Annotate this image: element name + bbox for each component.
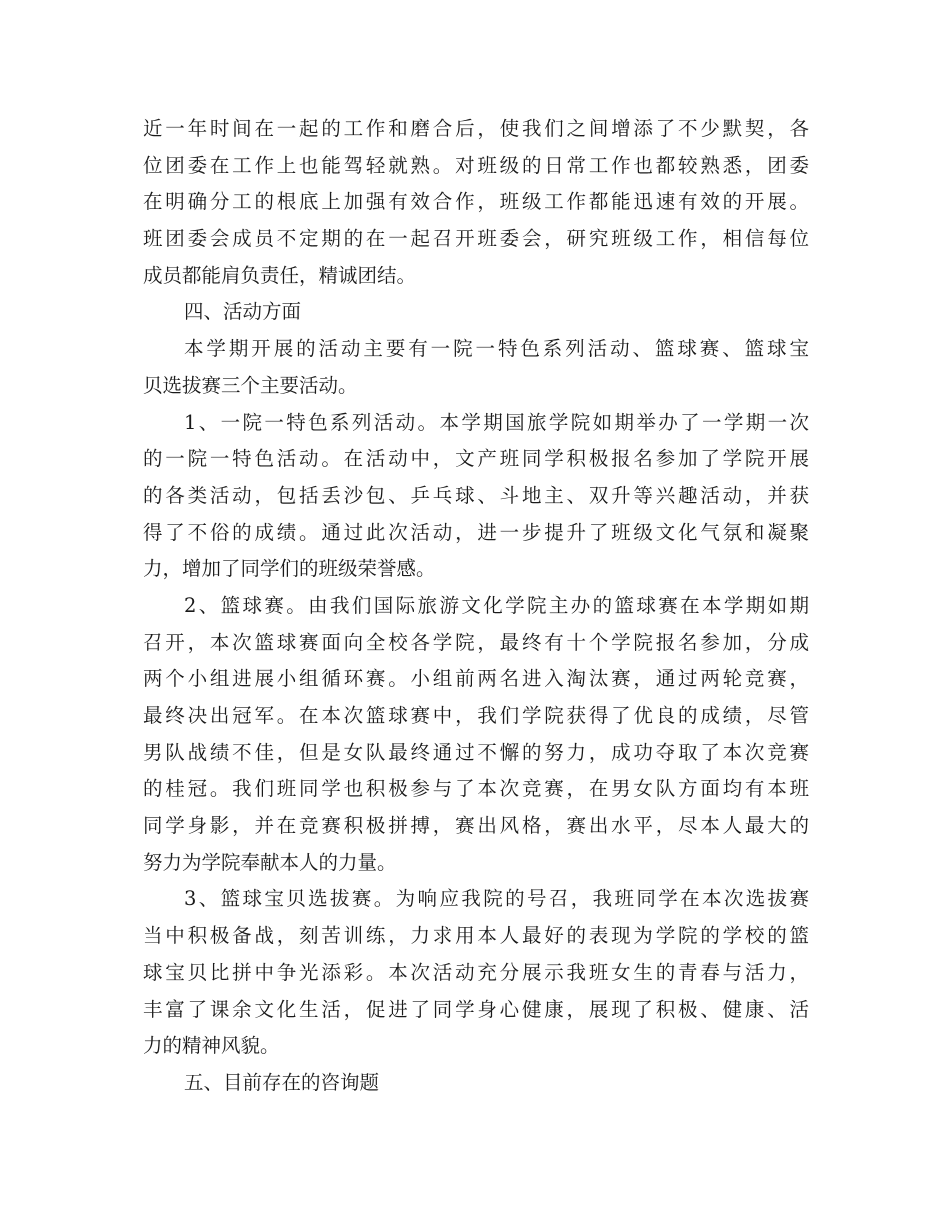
text-line: 位团委在工作上也能驾轻就熟。对班级的日常工作也都较熟悉，团委: [143, 153, 809, 177]
text-line: 的一院一特色活动。在活动中，文产班同学积极报名参加了学院开展: [143, 447, 809, 471]
text-line: 贝选拔赛三个主要活动。: [143, 373, 358, 397]
text-line: 努力为学院奉献本人的力量。: [143, 850, 397, 874]
paragraph: [143, 588, 809, 882]
text-line: 3、篮球宝贝选拔赛。为响应我院的号召，我班同学在本次选拔赛: [184, 887, 809, 911]
section-heading: [143, 1065, 809, 1102]
document-page: [143, 111, 809, 1102]
text-line: 召开，本次篮球赛面向全校各学院，最终有十个学院报名参加，分成: [143, 630, 809, 654]
paragraph: [143, 111, 809, 294]
text-line: 同学身影，并在竞赛积极拼搏，赛出风格，赛出水平，尽本人最大的: [143, 814, 809, 838]
text-line: 最终决出冠军。在本次篮球赛中，我们学院获得了优良的成绩，尽管: [143, 704, 809, 727]
text-line: 本学期开展的活动主要有一院一特色系列活动、篮球赛、篮球宝: [184, 337, 809, 361]
text-line: 在明确分工的根底上加强有效合作，班级工作都能迅速有效的开展。: [143, 190, 809, 214]
text-line: 力，增加了同学们的班级荣誉感。: [143, 557, 436, 581]
paragraph: [143, 405, 809, 588]
text-line: 的桂冠。我们班同学也积极参与了本次竞赛，在男女队方面均有本班: [143, 777, 809, 801]
text-line: 当中积极备战，刻苦训练，力求用本人最好的表现为学院的学校的篮: [143, 924, 809, 948]
text-line: 的各类活动，包括丢沙包、乒乓球、斗地主、双升等兴趣活动，并获: [143, 483, 809, 507]
text-line: 2、篮球赛。由我们国际旅游文化学院主办的篮球赛在本学期如期: [184, 593, 809, 617]
text-line: 力的精神风貌。: [143, 1034, 280, 1058]
paragraph: [143, 881, 809, 1064]
text-line: 球宝贝比拼中争光添彩。本次活动充分展示我班女生的青春与活力，: [143, 960, 809, 984]
text-line: 丰富了课余文化生活，促进了同学身心健康，展现了积极、健康、活: [143, 997, 809, 1021]
text-line: 成员都能肩负责任，精诚团结。: [143, 263, 417, 287]
text-line: 两个小组进展小组循环赛。小组前两名进入淘汰赛，通过两轮竞赛，: [143, 667, 809, 691]
text-line: 男队战绩不佳，但是女队最终通过不懈的努力，成功夺取了本次竞赛: [143, 740, 809, 764]
text-line: 得了不俗的成绩。通过此次活动，进一步提升了班级文化气氛和凝聚: [143, 520, 809, 544]
text-line: 四、活动方面: [184, 300, 302, 324]
text-line: 近一年时间在一起的工作和磨合后，使我们之间增添了不少默契，各: [143, 117, 809, 140]
section-heading: [143, 294, 809, 331]
text-line: 班团委会成员不定期的在一起召开班委会，研究班级工作，相信每位: [143, 227, 809, 251]
paragraph: [143, 331, 809, 404]
text-line: 五、目前存在的咨询题: [184, 1070, 380, 1094]
text-line: 1、一院一特色系列活动。本学期国旅学院如期举办了一学期一次: [184, 410, 809, 434]
